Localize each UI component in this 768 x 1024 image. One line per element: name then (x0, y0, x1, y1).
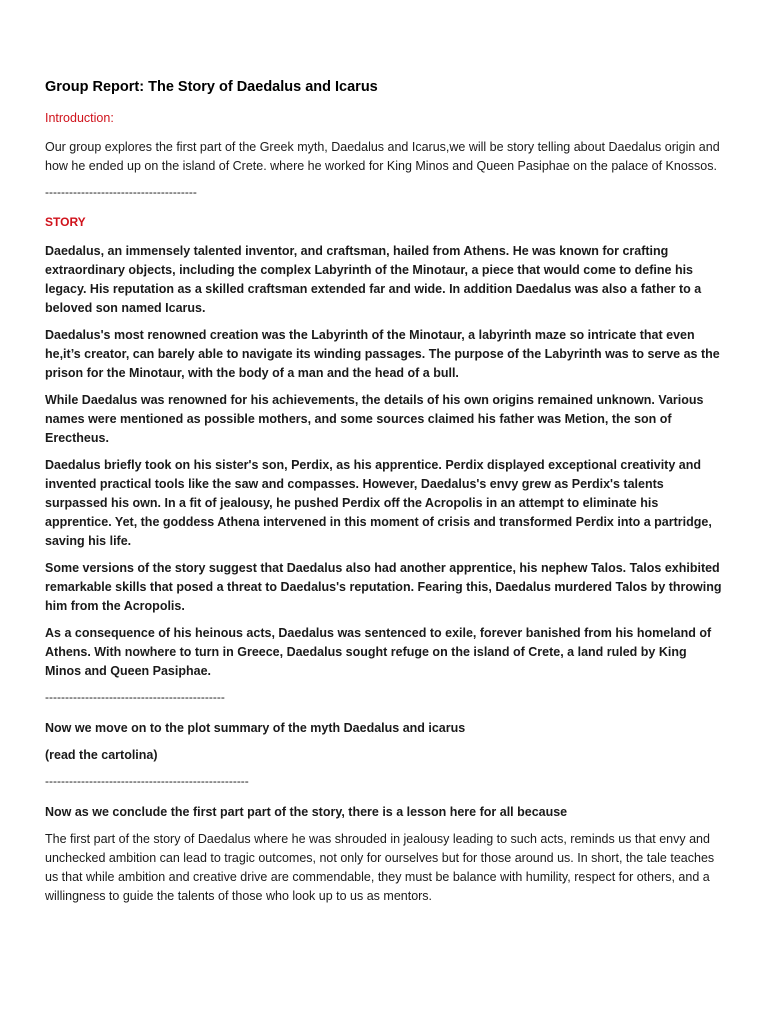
introduction-paragraph: Our group explores the first part of the Greek myth, Daedalus and Icarus,we will be story telling about Daedalus origin and how he ended up on the island of Crete. where he worked for King Minos and Queen Pasiphae on the palace of Knossos. (45, 140, 720, 173)
story-paragraph-1: Daedalus, an immensely talented inventor, and craftsman, hailed from Athens. He was known for crafting extraordinary objects, including the complex Labyrinth of the Minotaur, a piece that would come to define his legacy. His reputation as a skilled craftsman extended far and wide. In addition Daedalus was also a father to a beloved son named Icarus. (45, 244, 702, 315)
story-paragraph-6: As a consequence of his heinous acts, Daedalus was sentenced to exile, forever banished from his homeland of Athens. With nowhere to turn in Greece, Daedalus sought refuge on the island of Crete, a land ruled by King Minos and Queen Pasiphae. (45, 626, 712, 678)
cartolina-note: (read the cartolina) (45, 748, 158, 762)
divider-1: -------------------------------------- (45, 185, 197, 199)
document-title: Group Report: The Story of Daedalus and Icarus (45, 79, 378, 95)
story-paragraph-4: Daedalus briefly took on his sister's son, Perdix, as his apprentice. Perdix displayed exceptional creativity and invented practical tools like the saw and compasses. However, Daedalus's envy grew as Perdix's talents surpassed his own. In a fit of jealousy, he pushed Perdix off the Acropolis in an attempt to eliminate his apprentice. Yet, the goddess Athena intervened in this moment of crisis and transformed Perdix into a partridge, saving his life. (45, 458, 712, 548)
story-heading: STORY (45, 215, 86, 229)
document-body (45, 78, 725, 914)
divider-3: --------------------------------------------------- (45, 774, 249, 788)
plot-summary-line: Now we move on to the plot summary of the myth Daedalus and icarus (45, 721, 466, 735)
introduction-heading: Introduction: (45, 111, 114, 125)
conclusion-paragraph: The first part of the story of Daedalus where he was shrouded in jealousy leading to such acts, reminds us that envy and unchecked ambition can lead to tragic outcomes, not only for ourselves but for those around us. In short, the tale teaches us that while ambition and creative drive are commendable, they must be balance with humility, respect for others, and a willingness to guide the talents of those who look up to us as mentors. (45, 832, 715, 903)
divider-2: --------------------------------------------- (45, 690, 225, 704)
conclusion-intro-line: Now as we conclude the first part part of the story, there is a lesson here for all because (45, 805, 568, 819)
story-paragraph-5: Some versions of the story suggest that Daedalus also had another apprentice, his nephew Talos. Talos exhibited remarkable skills that posed a threat to Daedalus's reputation. Fearing this, Daedalus murdered Talos by throwing him from the Acropolis. (45, 561, 722, 613)
story-paragraph-3: While Daedalus was renowned for his achievements, the details of his own origins remained unknown. Various names were mentioned as possible mothers, and some sources claimed his father was Metion, the son of Erectheus. (45, 393, 704, 445)
story-paragraph-2: Daedalus's most renowned creation was the Labyrinth of the Minotaur, a labyrinth maze so intricate that even he,it’s creator, can barely able to navigate its winding passages. The purpose of the Labyrinth was to serve as the prison for the Minotaur, with the body of a man and the head of a bull. (45, 328, 720, 380)
